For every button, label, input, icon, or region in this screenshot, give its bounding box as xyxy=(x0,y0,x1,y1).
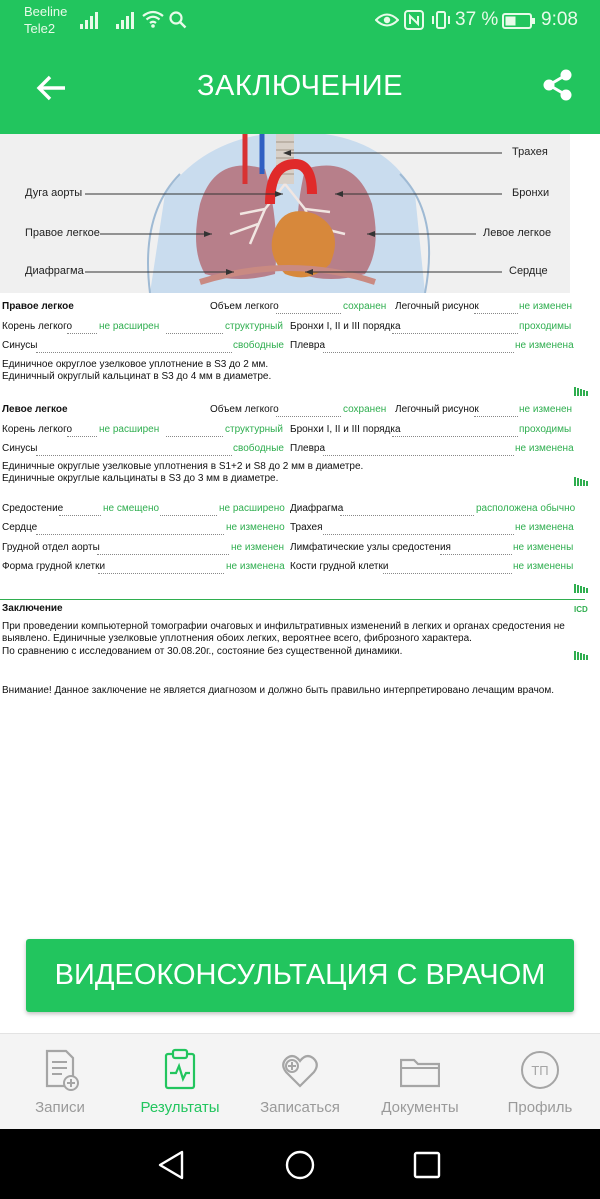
dotted-leader xyxy=(323,352,514,353)
dotted-leader xyxy=(67,333,97,334)
row-label: Форма грудной клетки xyxy=(2,561,106,572)
row-value: не расширен xyxy=(99,321,160,332)
nav-label: Записаться xyxy=(260,1099,340,1116)
label-aortic-arch: Дуга аорты xyxy=(25,187,83,199)
dotted-leader xyxy=(383,573,512,574)
row-value: не расширено xyxy=(219,503,285,514)
row-label: Лимфатические узлы средостения xyxy=(290,542,451,553)
row-value: не изменен xyxy=(231,542,285,553)
label-trachea: Трахея xyxy=(512,146,548,158)
label-diaphragm: Диафрагма xyxy=(25,265,84,277)
row-value: не изменена xyxy=(515,522,574,533)
row-label: Кости грудной клетки xyxy=(290,561,389,572)
document-plus-icon xyxy=(40,1048,80,1092)
heart-plus-icon xyxy=(280,1048,320,1092)
row-label: Синусы xyxy=(2,443,38,454)
series-bars-icon[interactable] xyxy=(574,386,588,396)
row-value: не расширен xyxy=(99,424,160,435)
section-title-right-lung: Правое легкое xyxy=(2,301,74,312)
carrier-1: Beeline xyxy=(24,4,68,19)
profile-initials: ТП xyxy=(531,1063,549,1078)
battery-icon xyxy=(502,13,536,29)
dotted-leader xyxy=(160,515,217,516)
row-value: свободные xyxy=(233,340,284,351)
series-bars-icon[interactable] xyxy=(574,476,588,486)
row-value: проходимы xyxy=(519,424,572,435)
row-value: свободные xyxy=(233,443,284,454)
dotted-leader xyxy=(392,333,518,334)
finding-note: Единичный округлый кальцинат в S3 до 4 мм в диаметре. xyxy=(2,371,272,382)
conclusion-line: выявлено. Единичные узелковые уплотнения обоих легких, вероятнее всего, фиброзного характера. xyxy=(2,633,472,644)
row-label: Корень легкого xyxy=(2,424,73,435)
dotted-leader xyxy=(67,436,97,437)
page-title: ЗАКЛЮЧЕНИЕ xyxy=(197,70,403,102)
row-value: не смещено xyxy=(103,503,160,514)
clipboard-pulse-icon xyxy=(160,1048,200,1092)
dotted-leader xyxy=(340,515,474,516)
dotted-leader xyxy=(392,436,518,437)
dotted-leader xyxy=(166,436,223,437)
folder-icon xyxy=(400,1048,440,1092)
row-value: структурный xyxy=(225,321,283,332)
report-document xyxy=(0,134,600,930)
dotted-leader xyxy=(276,313,341,314)
dotted-leader xyxy=(98,573,224,574)
row-label: Объем легкого xyxy=(210,404,279,415)
nav-label: Результаты xyxy=(140,1099,220,1116)
divider xyxy=(0,599,585,600)
row-label: Легочный рисунок xyxy=(395,404,479,415)
carrier-2: Tele2 xyxy=(24,21,56,36)
dotted-leader xyxy=(440,554,512,555)
row-label: Легочный рисунок xyxy=(395,301,479,312)
finding-note: Единичные округлые кальцинаты в S3 до 3 мм в диаметре. xyxy=(2,473,279,484)
share-icon xyxy=(544,70,572,101)
dotted-leader xyxy=(59,515,101,516)
nav-item-results[interactable] xyxy=(120,1034,240,1130)
section-title-conclusion: Заключение xyxy=(2,603,63,614)
signal-icon xyxy=(80,11,102,29)
row-label: Плевра xyxy=(290,340,326,351)
dotted-leader xyxy=(166,333,223,334)
finding-note: Единичные округлые узелковые уплотнения в S1+2 и S8 до 2 мм в диаметре. xyxy=(2,461,364,472)
row-label: Бронхи I, II и III порядка xyxy=(290,424,401,435)
dotted-leader xyxy=(474,416,518,417)
system-home-button[interactable] xyxy=(283,1148,317,1182)
row-label: Грудной отдел аорты xyxy=(2,542,100,553)
bottom-navigation xyxy=(0,1033,600,1129)
row-value: не изменена xyxy=(226,561,285,572)
row-label: Корень легкого xyxy=(2,321,73,332)
dotted-leader xyxy=(36,455,232,456)
nav-item-profile[interactable] xyxy=(480,1034,600,1130)
label-right-lung: Правое легкое xyxy=(25,227,100,239)
row-label: Плевра xyxy=(290,443,326,454)
disclaimer-text: Внимание! Данное заключение не является диагнозом и должно быть правильно интерпретировано лечащим врачом. xyxy=(2,685,554,696)
status-bar xyxy=(0,0,600,40)
label-bronchi: Бронхи xyxy=(512,187,550,199)
circle-home-icon xyxy=(287,1152,313,1178)
series-bars-icon[interactable] xyxy=(574,650,588,660)
signal-icon xyxy=(116,11,138,29)
nfc-icon xyxy=(404,10,424,30)
nav-item-documents[interactable] xyxy=(360,1034,480,1130)
search-icon xyxy=(169,11,187,29)
finding-note: Единичное округлое узелковое уплотнение в S3 до 2 мм. xyxy=(2,359,269,370)
row-value: расположена обычно xyxy=(476,503,576,514)
row-value: сохранен xyxy=(343,404,387,415)
row-value: не изменено xyxy=(226,522,285,533)
nav-label: Профиль xyxy=(507,1099,573,1116)
label-heart: Сердце xyxy=(509,265,548,277)
nav-item-appointment[interactable] xyxy=(240,1034,360,1130)
dotted-leader xyxy=(36,534,224,535)
app-bar xyxy=(0,40,600,134)
row-label: Сердце xyxy=(2,522,38,533)
row-value: проходимы xyxy=(519,321,572,332)
dotted-leader xyxy=(474,313,518,314)
video-consultation-button[interactable]: ВИДЕОКОНСУЛЬТАЦИЯ С ВРАЧОМ xyxy=(26,939,574,1012)
section-title-left-lung: Левое легкое xyxy=(2,404,68,415)
vibrate-icon xyxy=(430,11,452,29)
dotted-leader xyxy=(323,534,514,535)
dotted-leader xyxy=(97,554,229,555)
nav-label: Записи xyxy=(35,1099,85,1116)
battery-percent: 37 % xyxy=(455,9,499,30)
wifi-icon xyxy=(141,9,165,29)
square-recents-icon xyxy=(415,1153,439,1177)
row-value: не изменены xyxy=(513,561,574,572)
row-label: Бронхи I, II и III порядка xyxy=(290,321,401,332)
row-value: сохранен xyxy=(343,301,387,312)
row-label: Объем легкого xyxy=(210,301,279,312)
nav-label: Документы xyxy=(381,1099,459,1116)
dotted-leader xyxy=(323,455,514,456)
eye-comfort-icon xyxy=(375,12,399,28)
row-value: не изменена xyxy=(515,340,574,351)
carrier-labels xyxy=(24,3,67,37)
system-back-button[interactable] xyxy=(155,1148,189,1182)
anatomy-illustration xyxy=(0,134,570,293)
row-value: структурный xyxy=(225,424,283,435)
share-button[interactable] xyxy=(540,68,574,102)
dotted-leader xyxy=(276,416,341,417)
row-value: не изменен xyxy=(519,301,573,312)
conclusion-line: По сравнению с исследованием от 30.08.20г., состояние без существенной динамики. xyxy=(2,646,403,657)
label-left-lung: Левое легкое xyxy=(483,227,552,239)
row-label: Синусы xyxy=(2,340,38,351)
profile-initials-icon xyxy=(520,1048,560,1092)
row-label: Диафрагма xyxy=(290,503,344,514)
row-label: Средостение xyxy=(2,503,64,514)
row-value: не изменены xyxy=(513,542,574,553)
triangle-back-icon xyxy=(160,1152,182,1178)
series-bars-icon[interactable] xyxy=(574,583,588,593)
dotted-leader xyxy=(36,352,232,353)
row-value: не изменена xyxy=(515,443,574,454)
nav-item-records[interactable] xyxy=(0,1034,120,1130)
row-label: Трахея xyxy=(290,522,323,533)
chest-anatomy-image xyxy=(0,134,570,293)
row-value: не изменен xyxy=(519,404,573,415)
conclusion-line: При проведении компьютерной томографии очаговых и инфильтративных изменений в легких и органах средостения не xyxy=(2,621,565,632)
system-navigation-bar xyxy=(0,1129,600,1199)
icd-link[interactable]: ICD xyxy=(574,605,588,614)
clock: 9:08 xyxy=(541,9,578,30)
system-recents-button[interactable] xyxy=(410,1148,444,1182)
